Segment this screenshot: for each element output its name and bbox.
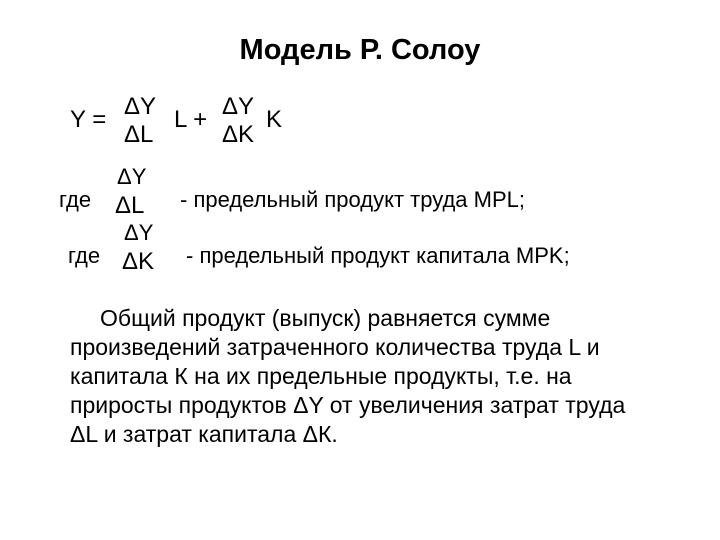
definition-denominator: ΔL xyxy=(115,192,145,219)
paragraph-line: капитала К на их предельные продукты, т.е. на xyxy=(70,363,572,389)
formula-fraction2-numerator: ΔY xyxy=(222,93,255,120)
formula-tail: K xyxy=(266,106,283,133)
formula-middle-term: L + xyxy=(174,106,208,133)
definition-text: - предельный продукт труда MPL; xyxy=(180,187,526,212)
definition-numerator: ΔY xyxy=(117,164,147,189)
paragraph-line: приросты продуктов ΔY от увеличения затрат труда xyxy=(70,392,626,418)
paragraph-line: произведений затраченного количества труда L и xyxy=(70,334,600,360)
definition-prefix: где xyxy=(59,187,92,212)
formula-fraction1-denominator: ΔL xyxy=(124,121,154,148)
explanation-paragraph xyxy=(70,304,680,449)
definition-denominator: ΔK xyxy=(122,248,155,275)
slide-title: Модель Р. Солоу xyxy=(239,34,481,66)
formula-lhs: Y = xyxy=(70,106,107,133)
formula-fraction2-denominator: ΔK xyxy=(222,121,255,148)
definition-prefix: где xyxy=(68,243,101,268)
paragraph-line: ΔL и затрат капитала ΔК. xyxy=(70,421,338,447)
definition-numerator: ΔY xyxy=(124,220,154,245)
formula-fraction1-numerator: ΔY xyxy=(124,93,157,120)
paragraph-line: Общий продукт (выпуск) равняется сумме xyxy=(100,305,551,331)
definition-text: - предельный продукт капитала MPK; xyxy=(186,243,570,268)
